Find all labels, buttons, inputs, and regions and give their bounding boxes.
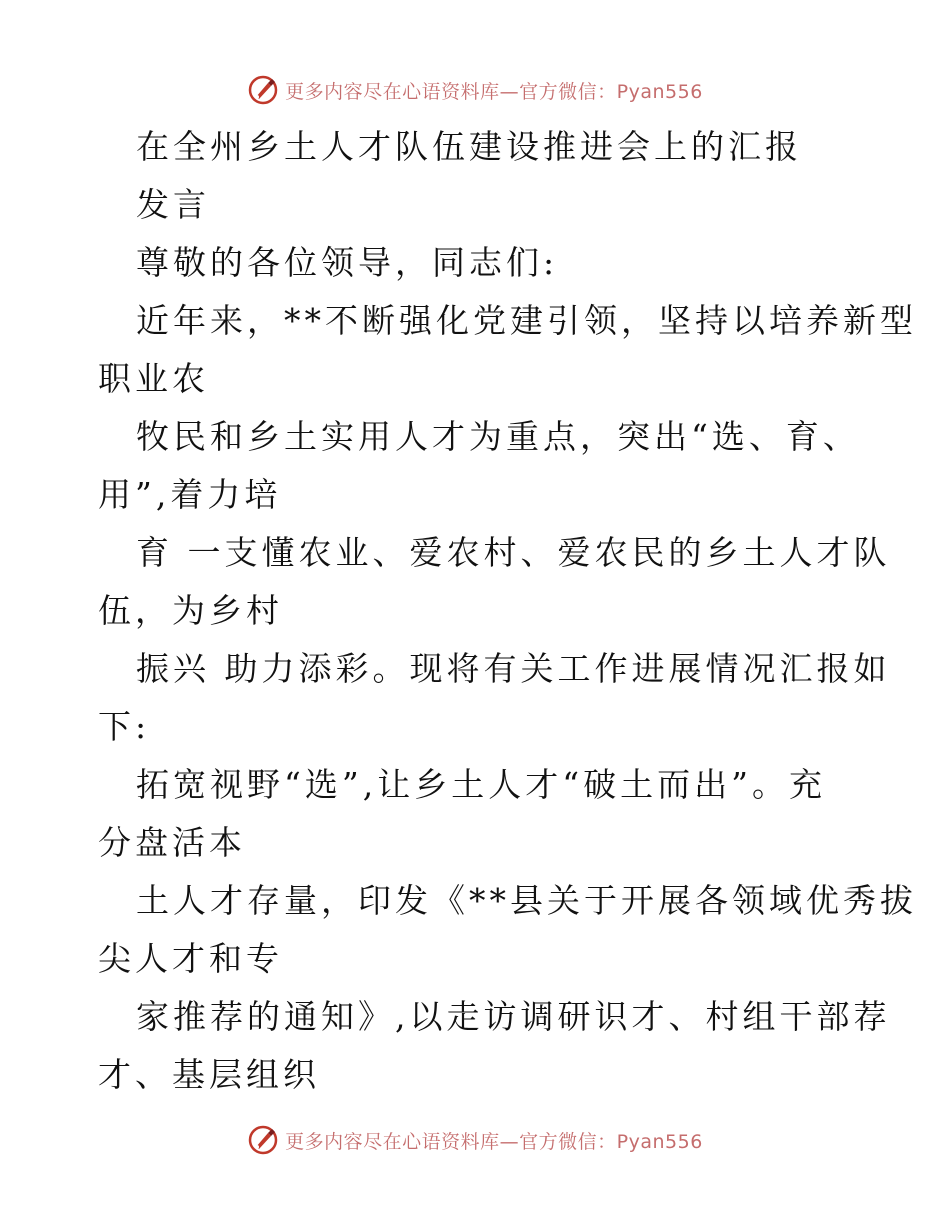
footer-watermark-banner [0,1120,950,1160]
pen-logo-icon [247,1124,279,1156]
text-line: 尊敬的各位领导，同志们: [136,243,559,282]
text-line: 尖人才和专 [98,939,283,978]
text-line: 土人才存量，印发《**县关于开展各领域优秀拔 [136,881,917,920]
header-watermark-banner [0,70,950,110]
text-line: 职业农 [98,359,209,398]
watermark-text: 更多内容尽在心语资料库—官方微信：Pyan556 [285,80,703,103]
text-line: 拓宽视野“选”,让乡土人才“破土而出”。充 [136,765,826,804]
document-body [98,118,917,1104]
text-line: 近年来，**不断强化党建引领，坚持以培养新型 [136,301,917,340]
text-line: 才、基层组织 [98,1055,320,1094]
pen-logo-icon [247,74,279,106]
text-line: 在全州乡土人才队伍建设推进会上的汇报 [136,127,802,166]
text-line: 用”,着力培 [98,475,282,514]
text-line: 家推荐的通知》,以走访调研识才、村组干部荐 [136,997,891,1036]
text-line: 振兴 助力添彩。现将有关工作进展情况汇报如 [136,649,891,688]
watermark-text: 更多内容尽在心语资料库—官方微信：Pyan556 [285,1130,703,1153]
text-line: 伍，为乡村 [98,591,283,630]
text-line: 育 一支懂农业、爱农村、爱农民的乡土人才队 [136,533,891,572]
text-line: 分盘活本 [98,823,246,862]
text-line: 发言 [136,185,210,224]
text-line: 牧民和乡土实用人才为重点，突出“选、育、 [136,417,860,456]
text-line: 下: [98,707,151,746]
